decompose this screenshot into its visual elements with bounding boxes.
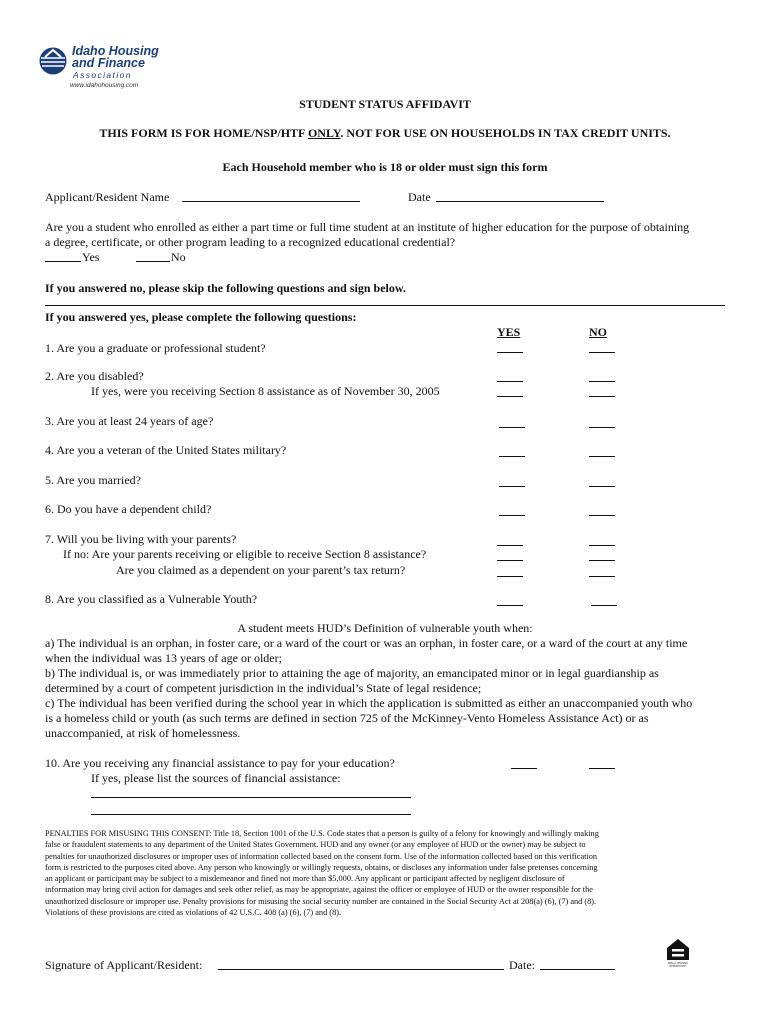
definition-a-line-2: when the individual was 13 years of age or older;: [45, 651, 282, 665]
question-10: 10. Are you receiving any financial assistance to pay for your education?: [45, 756, 395, 770]
question-2-sub: If yes, were you receiving Section 8 assistance as of November 30, 2005: [91, 384, 440, 398]
q6-no-blank[interactable]: [589, 515, 615, 516]
signature-requirement-notice: Each Household member who is 18 or older must sign this form: [222, 160, 548, 174]
q7-sub1-yes-blank[interactable]: [497, 560, 523, 561]
penalties-line-2: false or fraudulent statements to any department of the United States Government. HUD and any owner (or any employee of HUD or the owner) may be subject to: [45, 840, 586, 849]
question-7-sub-2: Are you claimed as a dependent on your parent’s tax return?: [116, 563, 406, 577]
q10-no-blank[interactable]: [589, 768, 615, 769]
question-5: 5. Are you married?: [45, 473, 141, 487]
if-no-instruction: If you answered no, please skip the following questions and sign below.: [45, 281, 406, 295]
student-no-label: No: [171, 250, 186, 264]
definition-c-line-1: c) The individual has been verified during the school year in which the application is submitted as either an unaccompanied youth who: [45, 696, 693, 710]
signature-label: Signature of Applicant/Resident:: [45, 958, 203, 972]
column-no-header: NO: [589, 325, 607, 339]
q2-sub-no-blank[interactable]: [589, 396, 615, 397]
penalties-line-6: information may bring civil action for damages and seek other relief, as may be appropriate, against the officer or employee of HUD or the owner responsible for the: [45, 885, 593, 894]
definition-b-line-1: b) The individual is, or was immediately prior to attaining the age of majority, an emancipated minor or in legal guardianship as: [45, 666, 659, 680]
q5-no-blank[interactable]: [589, 486, 615, 487]
student-question-line-1: Are you a student who enrolled as either a part time or full time student at an institute of higher education for the purpose of obtaining: [45, 220, 690, 234]
form-use-notice: [0, 126, 770, 141]
q7-sub1-no-blank[interactable]: [589, 560, 615, 561]
logo-line-1: Idaho Housing: [72, 44, 159, 58]
notice-post: . NOT FOR USE ON HOUSEHOLDS IN TAX CREDIT UNITS.: [340, 126, 671, 140]
question-6: 6. Do you have a dependent child?: [45, 502, 212, 516]
assistance-source-line-2[interactable]: [91, 814, 411, 815]
question-7-sub-1: If no: Are your parents receiving or eligible to receive Section 8 assistance?: [63, 547, 427, 561]
q8-yes-blank[interactable]: [497, 605, 523, 606]
definition-c-line-3: unaccompanied, at risk of homelessness.: [45, 726, 241, 740]
question-8: 8. Are you classified as a Vulnerable Youth?: [45, 592, 258, 606]
student-question-line-2: a degree, certificate, or other program leading to a recognized educational credential?: [45, 235, 456, 249]
signature-date-label: Date:: [509, 958, 535, 972]
q2-no-blank[interactable]: [589, 381, 615, 382]
signature-field[interactable]: [218, 958, 504, 970]
logo-url: www.idahohousing.com: [70, 82, 139, 89]
equal-housing-opportunity-icon: [664, 936, 692, 962]
applicant-name-label: Applicant/Resident Name: [45, 190, 170, 204]
q5-yes-blank[interactable]: [499, 486, 525, 487]
question-4: 4. Are you a veteran of the United States military?: [45, 443, 287, 457]
q7-no-blank[interactable]: [589, 545, 615, 546]
penalties-line-1: PENALTIES FOR MISUSING THIS CONSENT: Title 18, Section 1001 of the U.S. Code states that a person is guilty of a felony for knowingly and willingly making: [45, 829, 599, 838]
definition-b-line-2: determined by a court of competent jurisdiction in the individual’s State of legal residence;: [45, 681, 482, 695]
q3-yes-blank[interactable]: [499, 427, 525, 428]
page-title: STUDENT STATUS AFFIDAVIT: [299, 97, 471, 111]
penalties-line-4: form is restricted to the purposes cited above. Any person who knowingly or willingly requests, obtains, or discloses any information under false pretenses concerning: [45, 863, 598, 872]
q4-no-blank[interactable]: [589, 456, 615, 457]
q2-yes-blank[interactable]: [497, 381, 523, 382]
section-divider: [45, 305, 725, 306]
notice-only: ONLY: [307, 126, 341, 140]
student-no-blank[interactable]: [136, 250, 170, 262]
question-2: 2. Are you disabled?: [45, 369, 144, 383]
applicant-name-field[interactable]: [182, 190, 360, 202]
logo-mark-icon: [38, 46, 70, 76]
q7-yes-blank[interactable]: [497, 545, 523, 546]
logo-line-2: and Finance: [72, 56, 145, 70]
definition-c-line-2: is a homeless child or youth (as such terms are defined in section 725 of the McKinney-Vento Homeless Assistance Act) or as: [45, 711, 649, 725]
question-7: 7. Will you be living with your parents?: [45, 532, 237, 546]
q10-yes-blank[interactable]: [511, 768, 537, 769]
q1-no-blank[interactable]: [589, 352, 615, 353]
q3-no-blank[interactable]: [589, 427, 615, 428]
definition-a-line-1: a) The individual is an orphan, in foster care, or a ward of the court or was an orphan, in foster care, or a ward of the court at any time: [45, 636, 688, 650]
signature-date-field[interactable]: [540, 958, 615, 970]
penalties-line-7: unauthorized disclosure or improper use. Penalty provisions for misusing the social security number are contained in the Social Security Act at 208(a) (6), (7) and (8).: [45, 897, 597, 906]
date-label: Date: [408, 190, 431, 204]
logo-line-3: Association: [73, 70, 132, 80]
penalties-line-8: Violations of these provisions are cited as violations of 42 U.S.C. 408 (a) (6), (7) and (8).: [45, 908, 342, 917]
q1-yes-blank[interactable]: [497, 352, 523, 353]
student-yes-label: Yes: [82, 250, 100, 264]
question-10-sub: If yes, please list the sources of financial assistance:: [91, 771, 341, 785]
q2-sub-yes-blank[interactable]: [497, 396, 523, 397]
assistance-source-line-1[interactable]: [91, 797, 411, 798]
penalties-line-3: penalties for unauthorized disclosures or improper uses of information collected based on the consent form. Use of the information collected based on this verification: [45, 852, 598, 861]
if-yes-instruction: If you answered yes, please complete the following questions:: [45, 310, 357, 324]
column-yes-header: YES: [497, 325, 521, 339]
question-1: 1. Are you a graduate or professional student?: [45, 341, 266, 355]
q4-yes-blank[interactable]: [499, 456, 525, 457]
penalties-line-5: an applicant or participant may be subject to a misdemeanor and fined not more than $5,000. Any applicant or participant affected by negligent disclosure of: [45, 874, 565, 883]
notice-pre: THIS FORM IS FOR HOME/NSP/HTF: [99, 126, 308, 140]
q6-yes-blank[interactable]: [499, 515, 525, 516]
q7-sub2-yes-blank[interactable]: [497, 576, 523, 577]
question-3: 3. Are you at least 24 years of age?: [45, 414, 214, 428]
date-field[interactable]: [436, 190, 604, 202]
q8-no-blank[interactable]: [591, 605, 617, 606]
q7-sub2-no-blank[interactable]: [589, 576, 615, 577]
student-yes-blank[interactable]: [45, 250, 81, 262]
vulnerable-youth-heading: A student meets HUD’s Definition of vulnerable youth when:: [237, 621, 533, 635]
eho-caption: EQUAL HOUSING OPPORTUNITY: [668, 962, 688, 968]
